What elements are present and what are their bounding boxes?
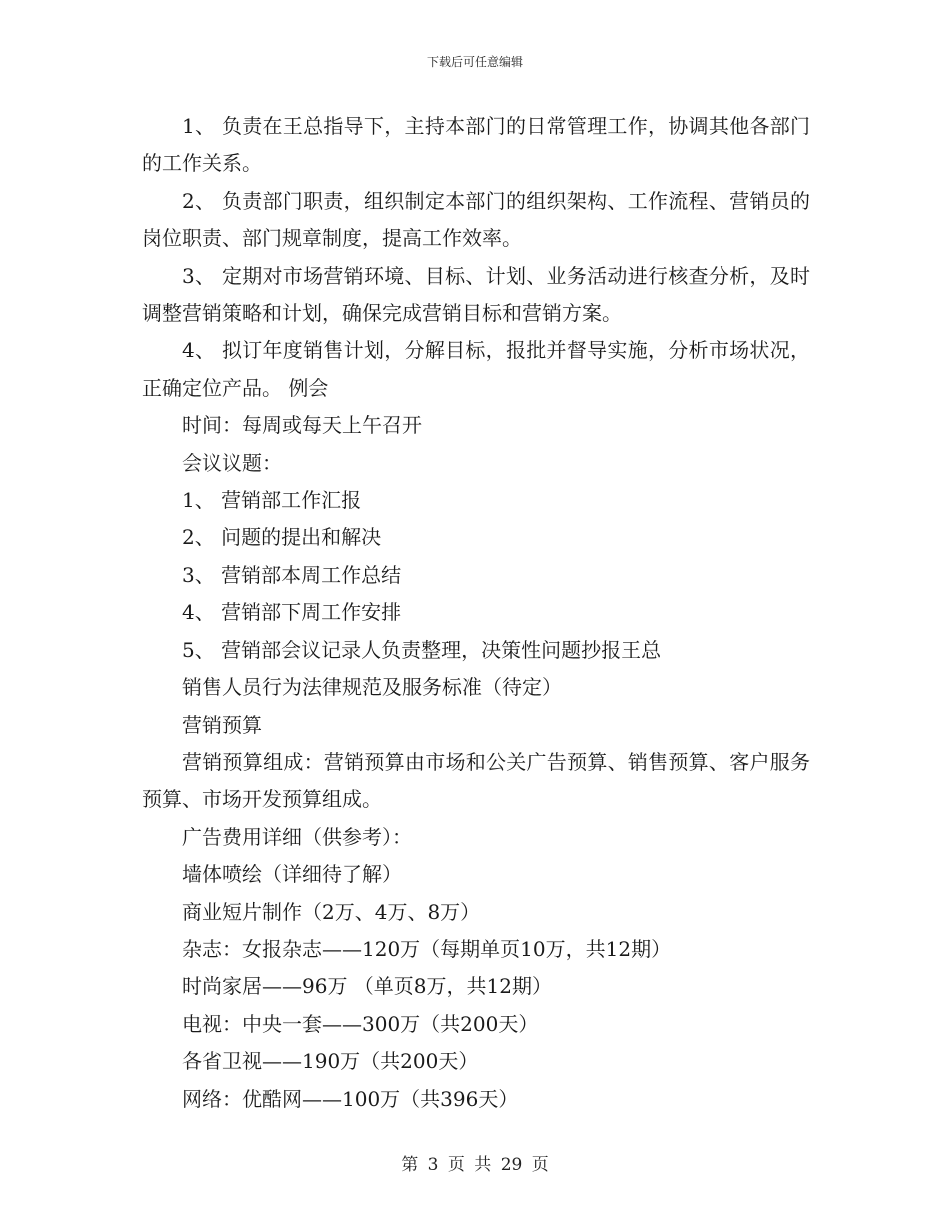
budget-composition: 营销预算组成：营销预算由市场和公关广告预算、销售预算、客户服务预算、市场开发预算组成。 (142, 749, 810, 812)
meeting-topic-1: 1、 营销部工作汇报 (182, 488, 362, 513)
paragraph-duty-2: 2、 负责部门职责，组织制定本部门的组织架构、工作流程、营销员的岗位职责、部门规章制度，提高工作效率。 (142, 188, 810, 251)
sales-conduct-standards: 销售人员行为法律规范及服务标准（待定） (182, 675, 562, 700)
ad-cost-short-film: 商业短片制作（2万、4万、8万） (182, 899, 481, 924)
paragraph-duty-4: 4、 拟订年度销售计划，分解目标，报批并督导实施，分析市场状况，正确定位产品。 例会 (142, 338, 810, 400)
page-number-footer: 第 3 页 共 29 页 (401, 1155, 549, 1175)
meeting-topic-4: 4、 营销部下周工作安排 (182, 600, 402, 625)
document-body (142, 108, 810, 1118)
meeting-time: 时间：每周或每天上午召开 (182, 413, 422, 438)
ad-cost-cctv1: 电视：中央一套——300万（共200天） (182, 1011, 539, 1036)
marketing-budget-heading: 营销预算 (182, 712, 262, 737)
ad-cost-magazine: 杂志：女报杂志——120万（每期单页10万，共12期） (182, 936, 672, 961)
ad-cost-provincial-tv: 各省卫视——190万（共200天） (182, 1049, 479, 1074)
meeting-topic-3: 3、 营销部本周工作总结 (182, 562, 402, 587)
ad-costs-heading: 广告费用详细（供参考）： (182, 824, 412, 849)
ad-cost-youku: 网络：优酷网——100万（共396天） (182, 1086, 519, 1111)
paragraph-duty-1: 1、 负责在王总指导下，主持本部门的日常管理工作，协调其他各部门的工作关系。 (142, 114, 810, 176)
paragraph-duty-3: 3、 定期对市场营销环境、目标、计划、业务活动进行核查分析，及时调整营销策略和计划，确保完成营销目标和营销方案。 (142, 263, 810, 326)
ad-cost-fashion-home: 时尚家居——96万 （单页8万，共12期） (182, 974, 552, 999)
meeting-topic-2: 2、 问题的提出和解决 (182, 525, 382, 550)
meeting-topic-5: 5、 营销部会议记录人负责整理，决策性问题抄报王总 (182, 637, 662, 662)
page-header-note: 下载后可任意编辑 (426, 55, 523, 69)
ad-cost-wall-painting: 墙体喷绘（详细待了解） (182, 862, 402, 887)
meeting-topics-heading: 会议议题： (182, 450, 282, 475)
